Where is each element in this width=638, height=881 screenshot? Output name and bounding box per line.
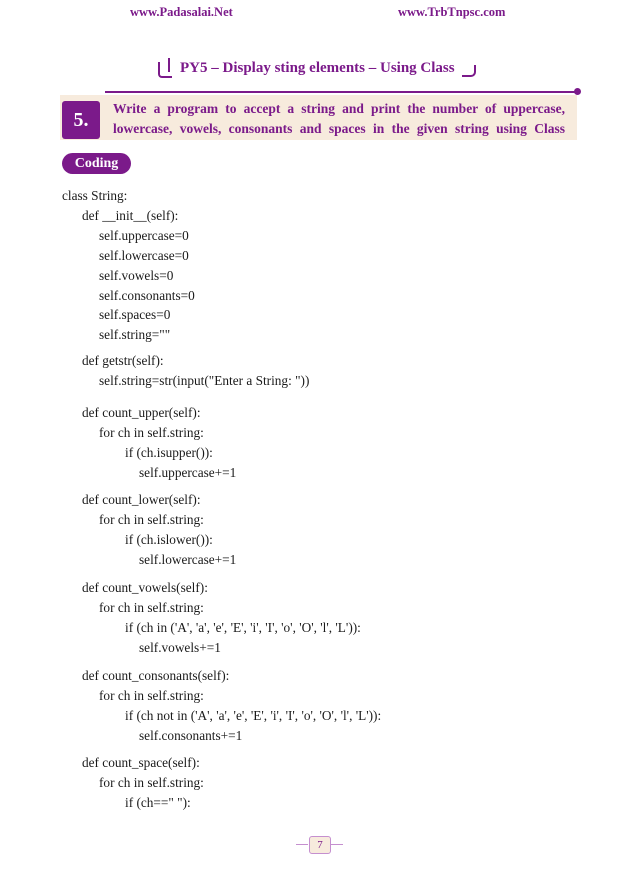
question-number: 5. xyxy=(62,101,100,139)
question-rule-dot xyxy=(574,88,581,95)
code-line: self.consonants+=1 xyxy=(139,728,243,743)
code-line: self.spaces=0 xyxy=(99,307,171,322)
code-line: self.string="" xyxy=(99,327,171,342)
code-line: def getstr(self): xyxy=(82,353,164,368)
code-line: for ch in self.string: xyxy=(99,775,204,790)
code-line: if (ch in ('A', 'a', 'e', 'E', 'i', 'I', 'o', 'O', 'l', 'L')): xyxy=(125,620,361,635)
section-title xyxy=(158,58,480,80)
question-text: Write a program to accept a string and print the number of uppercase, lowercase, vowels, consonants and spaces in the given string using Class xyxy=(113,101,565,136)
code-line: self.lowercase=0 xyxy=(99,248,189,263)
code-line: if (ch not in ('A', 'a', 'e', 'E', 'i', 'I', 'o', 'O', 'l', 'L')): xyxy=(125,708,382,723)
page-number-rule-right xyxy=(331,844,343,845)
header-left-site: www.Padasalai.Net xyxy=(130,5,233,19)
question-rule xyxy=(105,91,578,93)
code-line: for ch in self.string: xyxy=(99,425,204,440)
code-line: for ch in self.string: xyxy=(99,512,204,527)
code-line: class String: xyxy=(62,188,128,203)
code-line: def count_vowels(self): xyxy=(82,580,208,595)
coding-label: Coding xyxy=(62,153,131,174)
code-line: def count_consonants(self): xyxy=(82,668,230,683)
code-line: if (ch.islower()): xyxy=(125,532,213,547)
code-line: self.lowercase+=1 xyxy=(139,552,237,567)
header-right-site: www.TrbTnpsc.com xyxy=(398,5,506,19)
code-line: for ch in self.string: xyxy=(99,688,204,703)
code-line: self.vowels+=1 xyxy=(139,640,221,655)
code-line: self.uppercase=0 xyxy=(99,228,189,243)
code-line: if (ch.isupper()): xyxy=(125,445,213,460)
title-bracket-right xyxy=(462,65,476,77)
section-title-text: PY5 – Display sting elements – Using Class xyxy=(180,60,455,76)
page-number: 7 xyxy=(309,836,331,854)
code-line: def count_upper(self): xyxy=(82,405,201,420)
title-tick xyxy=(168,58,170,72)
code-line: self.string=str(input("Enter a String: ")) xyxy=(99,373,310,388)
code-line: def __init__(self): xyxy=(82,208,179,223)
page-number-rule-left xyxy=(296,844,308,845)
code-line: def count_space(self): xyxy=(82,755,200,770)
code-line: self.consonants=0 xyxy=(99,288,195,303)
code-line: def count_lower(self): xyxy=(82,492,201,507)
code-line: self.uppercase+=1 xyxy=(139,465,237,480)
code-line: self.vowels=0 xyxy=(99,268,174,283)
code-line: for ch in self.string: xyxy=(99,600,204,615)
code-line: if (ch==" "): xyxy=(125,795,191,810)
